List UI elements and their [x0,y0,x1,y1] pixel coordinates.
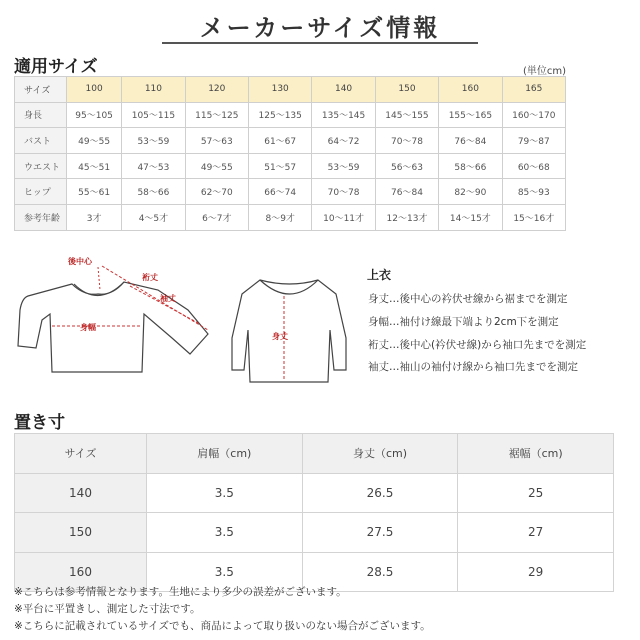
size-cell: 150 [375,77,438,103]
flat-cell: 140 [15,473,147,513]
applicable-size-heading: 適用サイズ [14,57,98,77]
size-cell: 55〜61 [67,179,122,205]
size-cell: 62〜70 [185,179,248,205]
size-cell: 14〜15才 [439,204,502,230]
size-cell: 61〜67 [249,128,312,154]
size-cell: 64〜72 [312,128,375,154]
flat-cell: 3.5 [147,513,303,553]
label-back-center: 後中心 [68,257,92,266]
footnote-2: ※平台に平置きし、測定した寸法です。 [14,603,201,615]
size-cell: 6〜7才 [185,204,248,230]
size-cell: 10〜11才 [312,204,375,230]
label-sleeve-length: 袖丈 [160,294,176,303]
unit-note: (単位cm) [522,66,566,77]
size-cell: 53〜59 [122,128,185,154]
size-cell: 115〜125 [185,102,248,128]
size-cell: 58〜66 [122,179,185,205]
size-cell: 70〜78 [312,179,375,205]
size-cell: 85〜93 [502,179,565,205]
back-garment-outline [232,280,346,382]
flat-measurement-heading: 置き寸 [14,413,65,433]
size-cell: 160 [439,77,502,103]
size-cell: 76〜84 [439,128,502,154]
size-cell: 51〜57 [249,153,312,179]
flat-measurement-table [14,433,614,592]
note-chest-width: 身幅…袖付け線最下端より2cm下を測定 [368,316,559,328]
flat-header-cell: 身丈（cm) [302,434,458,474]
size-cell: 160〜170 [502,102,565,128]
size-cell: 66〜74 [249,179,312,205]
size-cell: 100 [67,77,122,103]
size-cell: 135〜145 [312,102,375,128]
flat-cell: 27 [458,513,614,553]
size-cell: 12〜13才 [375,204,438,230]
footnote-1: ※こちらは参考情報となります。生地により多少の誤差がございます。 [14,586,347,598]
flat-header-cell: サイズ [15,434,147,474]
size-table-row [15,77,566,103]
back-center-line [98,267,100,290]
size-table-row [15,102,566,128]
flat-table-header-row [15,434,614,474]
flat-header-cell: 裾幅（cm) [458,434,614,474]
size-cell: 49〜55 [67,128,122,154]
title-underline [162,42,478,44]
size-cell: 95〜105 [67,102,122,128]
size-cell: 3才 [67,204,122,230]
size-row-label: サイズ [15,77,67,103]
size-cell: 15〜16才 [502,204,565,230]
size-cell: 8〜9才 [249,204,312,230]
flat-cell: 160 [15,552,147,592]
flat-header-cell: 肩幅（cm) [147,434,303,474]
flat-table-row [15,513,614,553]
note-sleeve-total: 裄丈…後中心(衿伏せ線)から袖口先までを測定 [368,339,587,351]
size-cell: 56〜63 [375,153,438,179]
flat-table-row [15,473,614,513]
flat-cell: 26.5 [302,473,458,513]
front-garment-diagram [12,250,212,380]
page-title: メーカーサイズ情報 [199,14,441,42]
size-table-row [15,179,566,205]
flat-cell: 29 [458,552,614,592]
label-chest-width: 身幅 [80,323,96,332]
size-cell: 110 [122,77,185,103]
flat-cell: 3.5 [147,552,303,592]
label-sleeve-total: 裄丈 [142,273,158,282]
note-body-length: 身丈…後中心の衿伏せ線から裾までを測定 [368,293,568,305]
size-cell: 82〜90 [439,179,502,205]
size-row-label: 参考年齢 [15,204,67,230]
size-cell: 120 [185,77,248,103]
size-table-row [15,204,566,230]
size-table-row [15,153,566,179]
size-row-label: バスト [15,128,67,154]
size-cell: 125〜135 [249,102,312,128]
size-cell: 45〜51 [67,153,122,179]
size-cell: 155〜165 [439,102,502,128]
size-table-row [15,128,566,154]
flat-cell: 28.5 [302,552,458,592]
size-cell: 49〜55 [185,153,248,179]
size-cell: 58〜66 [439,153,502,179]
garment-type-heading: 上衣 [367,268,392,282]
size-cell: 79〜87 [502,128,565,154]
size-cell: 140 [312,77,375,103]
footnote-3: ※こちらに記載されているサイズでも、商品によって取り扱いのない場合がございます。 [14,620,431,632]
back-garment-diagram [228,260,348,390]
size-cell: 76〜84 [375,179,438,205]
size-cell: 145〜155 [375,102,438,128]
flat-cell: 150 [15,513,147,553]
front-garment-outline [18,282,208,372]
note-sleeve-length: 袖丈…袖山の袖付け線から袖口先までを測定 [368,361,578,373]
size-cell: 53〜59 [312,153,375,179]
size-row-label: 身長 [15,102,67,128]
size-row-label: ウエスト [15,153,67,179]
size-row-label: ヒップ [15,179,67,205]
flat-cell: 25 [458,473,614,513]
size-cell: 60〜68 [502,153,565,179]
size-cell: 70〜78 [375,128,438,154]
flat-cell: 3.5 [147,473,303,513]
size-cell: 57〜63 [185,128,248,154]
size-cell: 105〜115 [122,102,185,128]
size-cell: 4〜5才 [122,204,185,230]
size-cell: 47〜53 [122,153,185,179]
size-cell: 130 [249,77,312,103]
applicable-size-table [14,76,566,231]
flat-cell: 27.5 [302,513,458,553]
size-cell: 165 [502,77,565,103]
label-body-length: 身丈 [272,332,288,341]
